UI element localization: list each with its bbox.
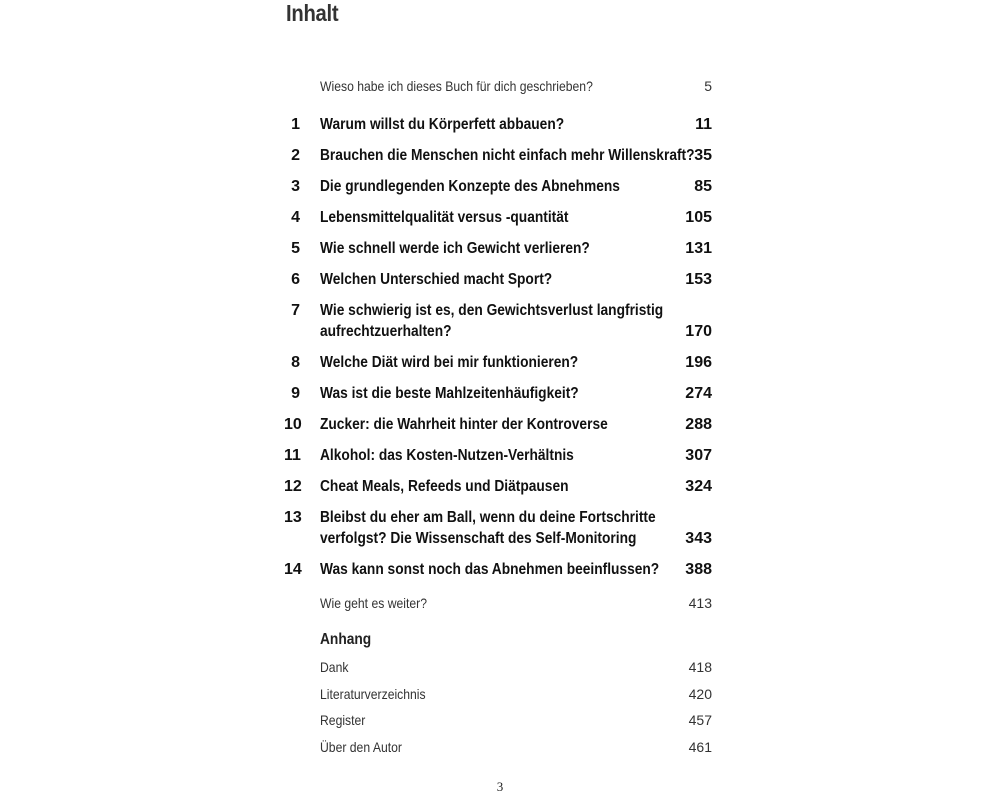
page-number: 3: [496, 779, 504, 794]
chapter-number: 9: [291, 385, 300, 402]
entry-title: Literaturverzeichnis: [320, 686, 426, 702]
chapter-number: 8: [291, 354, 300, 371]
entry-title: Was kann sonst noch das Abnehmen beeinflussen?: [320, 561, 660, 578]
entry-title: Was ist die beste Mahlzeitenhäufigkeit?: [320, 385, 579, 402]
chapter-number: 3: [291, 178, 300, 195]
entry-page: 196: [685, 354, 712, 371]
toc-entry-chapter-3: [286, 176, 712, 200]
entry-title: Wie geht es weiter?: [320, 595, 427, 611]
entry-page: 413: [688, 595, 712, 611]
entry-page: 388: [685, 561, 712, 578]
entry-title: Brauchen die Menschen nicht einfach mehr Willenskraft?: [320, 147, 695, 164]
toc-entry-chapter-2: [286, 145, 712, 169]
entry-page: 35: [694, 147, 712, 164]
entry-page: 418: [688, 659, 712, 675]
entry-page: 170: [685, 323, 712, 340]
entry-title: Wie schnell werde ich Gewicht verlieren?: [320, 240, 590, 257]
entry-title: Dank: [320, 659, 349, 675]
toc-entry-chapter-12: [286, 476, 712, 500]
entry-title: Über den Autor: [320, 739, 402, 755]
entry-page: 105: [685, 209, 712, 226]
entry-page: 5: [704, 78, 712, 94]
chapter-number: 5: [291, 240, 300, 257]
entry-page: 85: [694, 178, 712, 195]
chapter-number: 10: [284, 416, 302, 433]
toc-entry-chapter-6: [286, 269, 712, 293]
entry-page: 153: [685, 271, 712, 288]
chapter-number: 2: [291, 147, 300, 164]
chapter-number: 1: [291, 116, 300, 133]
chapter-number: 13: [284, 509, 302, 526]
entry-title-line-1: Bleibst du eher am Ball, wenn du deine Fortschritte: [320, 509, 656, 526]
toc-entry-appendix: [286, 737, 712, 761]
entry-title: Die grundlegenden Konzepte des Abnehmens: [320, 178, 620, 195]
toc-entry-chapter-11: [286, 445, 712, 469]
entry-title: Warum willst du Körperfett abbauen?: [320, 116, 565, 133]
toc-entry-appendix: [286, 684, 712, 708]
entry-page: 288: [685, 416, 712, 433]
entry-title: Lebensmittelqualität versus -quantität: [320, 209, 569, 226]
entry-page: 461: [688, 739, 712, 755]
entry-page: 457: [688, 712, 712, 728]
toc-entry-chapter-7: [286, 300, 712, 346]
toc-entry-chapter-14: [286, 559, 712, 583]
toc-entry-chapter-13: [286, 507, 712, 553]
toc-entry-chapter-10: [286, 414, 712, 438]
toc-entry-appendix: [286, 657, 712, 681]
entry-page: 343: [685, 530, 712, 547]
chapter-number: 7: [291, 302, 300, 319]
toc-entry-outro: [286, 593, 712, 617]
entry-title: Welche Diät wird bei mir funktionieren?: [320, 354, 579, 371]
entry-title-line-1: Wie schwierig ist es, den Gewichtsverlust langfristig: [320, 302, 664, 319]
entry-page: 11: [695, 116, 712, 133]
toc-entry-appendix: [286, 710, 712, 734]
appendix-heading: Anhang: [320, 631, 372, 648]
entry-title-line-2: aufrechtzuerhalten?: [320, 323, 452, 340]
chapter-number: 14: [284, 561, 302, 578]
entry-title: Wieso habe ich dieses Buch für dich geschrieben?: [320, 78, 593, 94]
entry-page: 420: [688, 686, 712, 702]
chapter-number: 11: [284, 447, 301, 464]
entry-title: Zucker: die Wahrheit hinter der Kontroverse: [320, 416, 608, 433]
entry-title: Cheat Meals, Refeeds und Diätpausen: [320, 478, 569, 495]
toc-entry-chapter-4: [286, 207, 712, 231]
entry-page: 274: [685, 385, 712, 402]
toc-entry-chapter-1: [286, 114, 712, 138]
toc-entry-chapter-5: [286, 238, 712, 262]
entry-title: Register: [320, 712, 366, 728]
entry-title: Alkohol: das Kosten-Nutzen-Verhältnis: [320, 447, 574, 464]
toc-entry-chapter-8: [286, 352, 712, 376]
toc-entry-chapter-9: [286, 383, 712, 407]
chapter-number: 12: [284, 478, 302, 495]
entry-title-line-2: verfolgst? Die Wissenschaft des Self-Monitoring: [320, 530, 637, 547]
entry-title: Welchen Unterschied macht Sport?: [320, 271, 553, 288]
entry-page: 324: [685, 478, 712, 495]
toc-entry-intro: [286, 76, 712, 100]
chapter-number: 6: [291, 271, 300, 288]
entry-page: 131: [685, 240, 712, 257]
entry-page: 307: [685, 447, 712, 464]
chapter-number: 4: [291, 209, 300, 226]
page-title: Inhalt: [286, 0, 339, 26]
